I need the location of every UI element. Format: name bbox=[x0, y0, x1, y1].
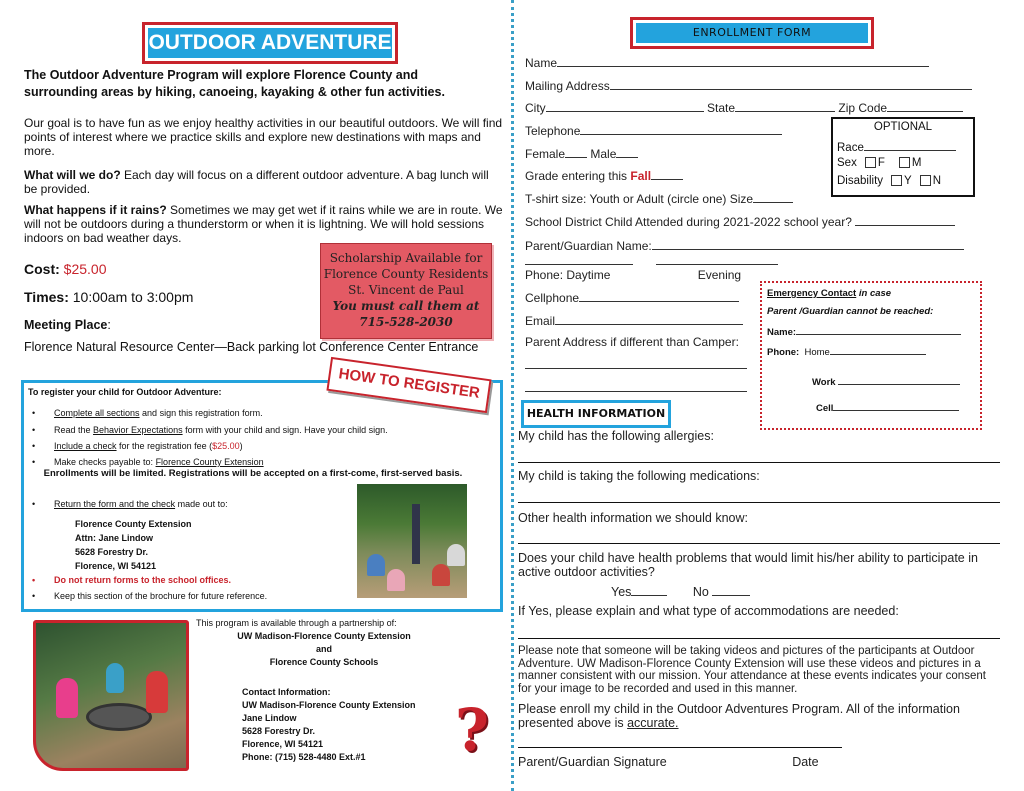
emergency-subtitle-text: Parent /Guardian cannot be reached bbox=[767, 306, 931, 317]
state-label: State bbox=[707, 101, 736, 115]
scholarship-box bbox=[320, 243, 492, 339]
enroll-statement-accurate: accurate. bbox=[627, 716, 679, 730]
grade-line[interactable] bbox=[651, 168, 683, 180]
other-health-line[interactable] bbox=[518, 543, 1000, 544]
photo-fire-ring bbox=[86, 703, 152, 731]
contact-line3: Jane Lindow bbox=[242, 713, 297, 723]
meeting-line bbox=[24, 318, 111, 332]
enroll-statement-text: Please enroll my child in the Outdoor Adventures Program. All of the information presented above is bbox=[518, 702, 960, 730]
center-divider bbox=[511, 0, 514, 791]
times-label: Times: bbox=[24, 289, 69, 305]
guardian-line2b[interactable] bbox=[656, 253, 778, 265]
bullet-5-text: made out to: bbox=[175, 499, 228, 509]
mailing-label: Mailing Address bbox=[525, 79, 610, 93]
emergency-name-field[interactable] bbox=[767, 325, 961, 338]
enrollment-title: ENROLLMENT FORM bbox=[636, 23, 868, 43]
sex-f-label: F bbox=[877, 157, 885, 169]
optional-title: OPTIONAL bbox=[873, 121, 933, 133]
health-header: HEALTH INFORMATION bbox=[521, 400, 671, 428]
campfire-photo bbox=[33, 620, 189, 771]
photo-child-pink bbox=[56, 678, 78, 718]
cellphone-label: Cellphone bbox=[525, 291, 580, 305]
telephone-field[interactable] bbox=[525, 123, 782, 138]
phone-field[interactable] bbox=[525, 268, 741, 282]
photo-child-red bbox=[146, 671, 168, 713]
race-line[interactable] bbox=[864, 139, 956, 151]
meeting-label: Meeting Place bbox=[24, 318, 108, 332]
photo-child-2 bbox=[387, 569, 405, 591]
times-value: 10:00am to 3:00pm bbox=[68, 289, 194, 305]
emergency-cell-label: Cell bbox=[816, 403, 834, 414]
emergency-cell-field[interactable] bbox=[816, 401, 959, 414]
photo-child-3 bbox=[432, 564, 450, 586]
scholarship-line4: You must call them at bbox=[332, 299, 480, 313]
disability-label: Disability bbox=[837, 175, 884, 187]
register-header: To register your child for Outdoor Adventure: bbox=[28, 387, 222, 397]
meeting-location: Florence Natural Resource Center—Back parking lot Conference Center Entrance bbox=[24, 340, 479, 354]
tshirt-label: T-shirt size: Youth or Adult (circle one) Size bbox=[525, 192, 754, 206]
zip-line[interactable] bbox=[887, 100, 963, 112]
title-banner bbox=[142, 22, 398, 64]
contact-line4: 5628 Forestry Dr. bbox=[242, 726, 316, 736]
yes-no-field[interactable] bbox=[611, 584, 911, 599]
group-photo bbox=[357, 484, 467, 598]
register-bullet-3: • Include a check for the registration fee ($25.00) bbox=[32, 441, 243, 451]
bullet-6-text: Do not return forms to the school offices. bbox=[54, 575, 232, 585]
guardian-field[interactable] bbox=[525, 238, 964, 253]
signature-labels bbox=[518, 755, 1002, 769]
photo-child-1 bbox=[367, 554, 385, 576]
telephone-label: Telephone bbox=[525, 124, 581, 138]
photo-person bbox=[412, 504, 420, 564]
sex-f-checkbox[interactable] bbox=[865, 157, 876, 168]
parent-address-label: Parent Address if different than Camper: bbox=[525, 335, 739, 349]
cost-label: Cost: bbox=[24, 261, 64, 277]
grade-label: Grade entering this bbox=[525, 169, 631, 183]
rain-answer: Sometimes we may get wet if it rains while we are in route. We will not be outdoors during a thunderstorm or when it is lightning. We will hold sessions indoors on bad weather days. bbox=[24, 203, 503, 245]
emergency-title-italic: in case bbox=[856, 288, 892, 299]
no-line[interactable] bbox=[712, 584, 750, 596]
cost-value: $25.00 bbox=[63, 261, 107, 277]
bullet-2-text: Read the bbox=[54, 425, 94, 435]
optional-box bbox=[831, 117, 975, 197]
partnership-line2: UW Madison-Florence County Extension bbox=[237, 631, 411, 641]
scholarship-line1: Scholarship Available for bbox=[329, 251, 483, 265]
emergency-title-underline: Emergency Contact bbox=[767, 288, 857, 299]
city-label: City bbox=[525, 101, 546, 115]
return-address-3: 5628 Forestry Dr. bbox=[75, 547, 149, 557]
cellphone-line[interactable] bbox=[579, 290, 739, 302]
photo-consent-notice: Please note that someone will be taking videos and pictures of the participants at Outdoor Adventure. UW Madison-Florence County Extension will use these videos and pictures in a manner consistent with our mission. Your attendance at these events indicates your consent for your image to be recorded and used in this manner. bbox=[518, 645, 986, 695]
disability-field bbox=[837, 175, 941, 187]
register-bullet-2: • Read the Behavior Expectations form with your child and sign. Have your child sign. bbox=[32, 425, 388, 435]
guardian-label: Parent/Guardian Name: bbox=[525, 239, 652, 253]
disability-y-checkbox[interactable] bbox=[891, 175, 902, 186]
scholarship-phone: 715-528-2030 bbox=[359, 315, 453, 329]
parent-address-line1[interactable] bbox=[525, 368, 747, 369]
evening-label: Evening bbox=[697, 268, 742, 282]
contact-line6: Phone: (715) 528-4480 Ext.#1 bbox=[242, 752, 366, 762]
register-bullet-7: • Keep this section of the brochure for future reference. bbox=[32, 591, 268, 601]
disability-n-label: N bbox=[932, 175, 941, 187]
allergies-question: My child has the following allergies: bbox=[518, 429, 714, 443]
female-line[interactable] bbox=[565, 146, 587, 158]
register-bullet-1: • Complete all sections and sign this registration form. bbox=[32, 408, 263, 418]
what-answer: Each day will focus on a different outdoor adventure. A bag lunch will be provided. bbox=[24, 168, 489, 196]
goal-text: Our goal is to have fun as we enjoy healthy activities in our beautiful outdoors. We will find points of interest where we practice skills and explore new destinations with maps and more. bbox=[24, 116, 503, 158]
contact-line5: Florence, WI 54121 bbox=[242, 739, 324, 749]
school-line[interactable] bbox=[855, 214, 955, 226]
health-problems-question: Does your child have health problems that would limit his/her ability to participate in active outdoor activities? bbox=[518, 551, 978, 579]
male-label: Male bbox=[590, 147, 617, 161]
school-field[interactable] bbox=[525, 214, 955, 229]
email-field[interactable] bbox=[525, 313, 743, 328]
allergies-line[interactable] bbox=[518, 462, 1000, 463]
emergency-title bbox=[767, 288, 891, 299]
register-bullet-6: • Do not return forms to the school offices. bbox=[32, 575, 232, 585]
city-line[interactable] bbox=[546, 100, 704, 112]
mailing-line[interactable] bbox=[610, 78, 972, 90]
signature-label: Parent/Guardian Signature bbox=[518, 755, 667, 769]
emergency-work-field[interactable] bbox=[812, 375, 960, 388]
accommodations-line[interactable] bbox=[518, 638, 1000, 639]
medications-question: My child is taking the following medications: bbox=[518, 469, 760, 483]
bullet-3-end: ) bbox=[239, 441, 243, 451]
emergency-subtitle bbox=[767, 306, 933, 317]
grade-field[interactable] bbox=[525, 168, 683, 183]
bullet-3-underline: Include a check bbox=[54, 441, 117, 451]
sex-field bbox=[837, 157, 921, 169]
emergency-subtitle-end: : bbox=[930, 306, 934, 317]
contact-line2: UW Madison-Florence County Extension bbox=[242, 700, 416, 710]
emergency-work-label: Work bbox=[812, 377, 836, 388]
medications-line[interactable] bbox=[518, 502, 1000, 503]
emergency-contact-box bbox=[760, 281, 982, 430]
return-address-2: Attn: Jane Lindow bbox=[75, 533, 153, 543]
bullet-4-underline: Florence County Extension bbox=[155, 457, 264, 467]
yes-label: Yes bbox=[611, 585, 632, 599]
city-state-zip-field[interactable] bbox=[525, 100, 963, 115]
state-line[interactable] bbox=[735, 100, 835, 112]
enrollment-banner bbox=[630, 17, 874, 49]
emergency-work-line[interactable] bbox=[838, 375, 960, 385]
signature-line[interactable] bbox=[518, 747, 842, 748]
register-bullet-4: • Make checks payable to: Florence County Extension bbox=[32, 457, 264, 467]
partnership-line3: and bbox=[315, 644, 332, 654]
race-label: Race bbox=[837, 142, 864, 154]
name-label: Name bbox=[525, 56, 558, 70]
intro-text: The Outdoor Adventure Program will explore Florence County and surrounding areas by hiking, canoeing, kayaking & other fun activities. bbox=[24, 68, 445, 99]
parent-address-field[interactable] bbox=[525, 335, 739, 349]
bullet-1-text: and sign this registration form. bbox=[139, 408, 263, 418]
enrollment-limited-note: Enrollments will be limited. Registrations will be accepted on a first-come, first-served basis. bbox=[43, 468, 463, 479]
return-address-1: Florence County Extension bbox=[75, 519, 192, 529]
date-label: Date bbox=[792, 755, 819, 769]
yes-line[interactable] bbox=[631, 584, 667, 596]
phone-daytime-label: Phone: Daytime bbox=[525, 268, 611, 282]
register-bullet-5: • Return the form and the check made out to: bbox=[32, 499, 228, 509]
page-title: OUTDOOR ADVENTURE bbox=[148, 28, 392, 58]
name-field[interactable] bbox=[525, 55, 929, 70]
question-mark-icon: ? bbox=[455, 696, 489, 764]
bullet-1-underline: Complete all sections bbox=[54, 408, 140, 418]
email-label: Email bbox=[525, 314, 556, 328]
bullet-4-text: Make checks payable to: bbox=[54, 457, 156, 467]
emergency-home-field[interactable] bbox=[767, 345, 926, 358]
school-label: School District Child Attended during 2021-2022 school year? bbox=[525, 215, 852, 229]
emergency-phone-label: Phone: bbox=[767, 347, 800, 358]
scholarship-line2: Florence County Residents bbox=[323, 267, 489, 281]
meeting-colon: : bbox=[107, 318, 111, 332]
contact-line1: Contact Information: bbox=[242, 687, 331, 697]
email-line[interactable] bbox=[555, 313, 743, 325]
how-to-register-badge: HOW TO REGISTER bbox=[326, 357, 491, 413]
bullet-5-underline: Return the form and the check bbox=[54, 499, 176, 509]
what-question: What will we do? bbox=[24, 168, 121, 182]
no-label: No bbox=[692, 585, 709, 599]
emergency-cell-line[interactable] bbox=[833, 401, 959, 411]
photo-child-4 bbox=[447, 544, 465, 566]
male-line[interactable] bbox=[616, 146, 638, 158]
mailing-field[interactable] bbox=[525, 78, 972, 93]
partnership-line4: Florence County Schools bbox=[269, 657, 379, 667]
partnership-line1: This program is available through a partnership of: bbox=[196, 618, 397, 628]
other-health-question: Other health information we should know: bbox=[518, 511, 748, 525]
guardian-line2a[interactable] bbox=[525, 253, 633, 265]
cost-line bbox=[24, 261, 107, 277]
sex-m-label: M bbox=[911, 157, 922, 169]
disability-n-checkbox[interactable] bbox=[920, 175, 931, 186]
tshirt-line[interactable] bbox=[753, 191, 793, 203]
sex-label: Sex bbox=[837, 157, 857, 169]
accommodations-question: If Yes, please explain and what type of accommodations are needed: bbox=[518, 604, 899, 618]
guardian-line[interactable] bbox=[652, 238, 964, 250]
photo-child-blue bbox=[106, 663, 124, 693]
partnership-block bbox=[194, 617, 454, 669]
what-section bbox=[24, 168, 504, 196]
enroll-statement bbox=[518, 702, 1002, 730]
tshirt-field[interactable] bbox=[525, 191, 793, 206]
emergency-name-label: Name: bbox=[767, 327, 797, 338]
rain-question: What happens if it rains? bbox=[24, 203, 167, 217]
times-line bbox=[24, 289, 193, 305]
bullet-2-underline: Behavior Expectations bbox=[93, 425, 183, 435]
telephone-line[interactable] bbox=[580, 123, 782, 135]
name-line[interactable] bbox=[557, 55, 929, 67]
disability-y-label: Y bbox=[904, 175, 912, 187]
emergency-home-label: Home bbox=[804, 347, 830, 358]
zip-label: Zip Code bbox=[838, 101, 888, 115]
contact-block bbox=[242, 686, 416, 764]
parent-address-line2[interactable] bbox=[525, 391, 747, 392]
emergency-name-line[interactable] bbox=[796, 325, 961, 335]
bullet-3-fee: $25.00 bbox=[212, 441, 240, 451]
cellphone-field[interactable] bbox=[525, 290, 739, 305]
scholarship-line3: St. Vincent de Paul bbox=[348, 283, 464, 297]
female-label: Female bbox=[525, 147, 566, 161]
gender-field[interactable] bbox=[525, 146, 638, 161]
emergency-home-line[interactable] bbox=[830, 345, 926, 355]
bullet-7-text: Keep this section of the brochure for future reference. bbox=[54, 591, 268, 601]
guardian-line2[interactable] bbox=[525, 253, 778, 268]
rain-section bbox=[24, 203, 504, 245]
race-field[interactable] bbox=[837, 139, 956, 154]
bullet-2-text2: form with your child and sign. Have your child sign. bbox=[182, 425, 388, 435]
bullet-3-text: for the registration fee ( bbox=[116, 441, 213, 451]
return-address-4: Florence, WI 54121 bbox=[75, 561, 157, 571]
grade-fall: Fall bbox=[630, 169, 652, 183]
sex-m-checkbox[interactable] bbox=[899, 157, 910, 168]
